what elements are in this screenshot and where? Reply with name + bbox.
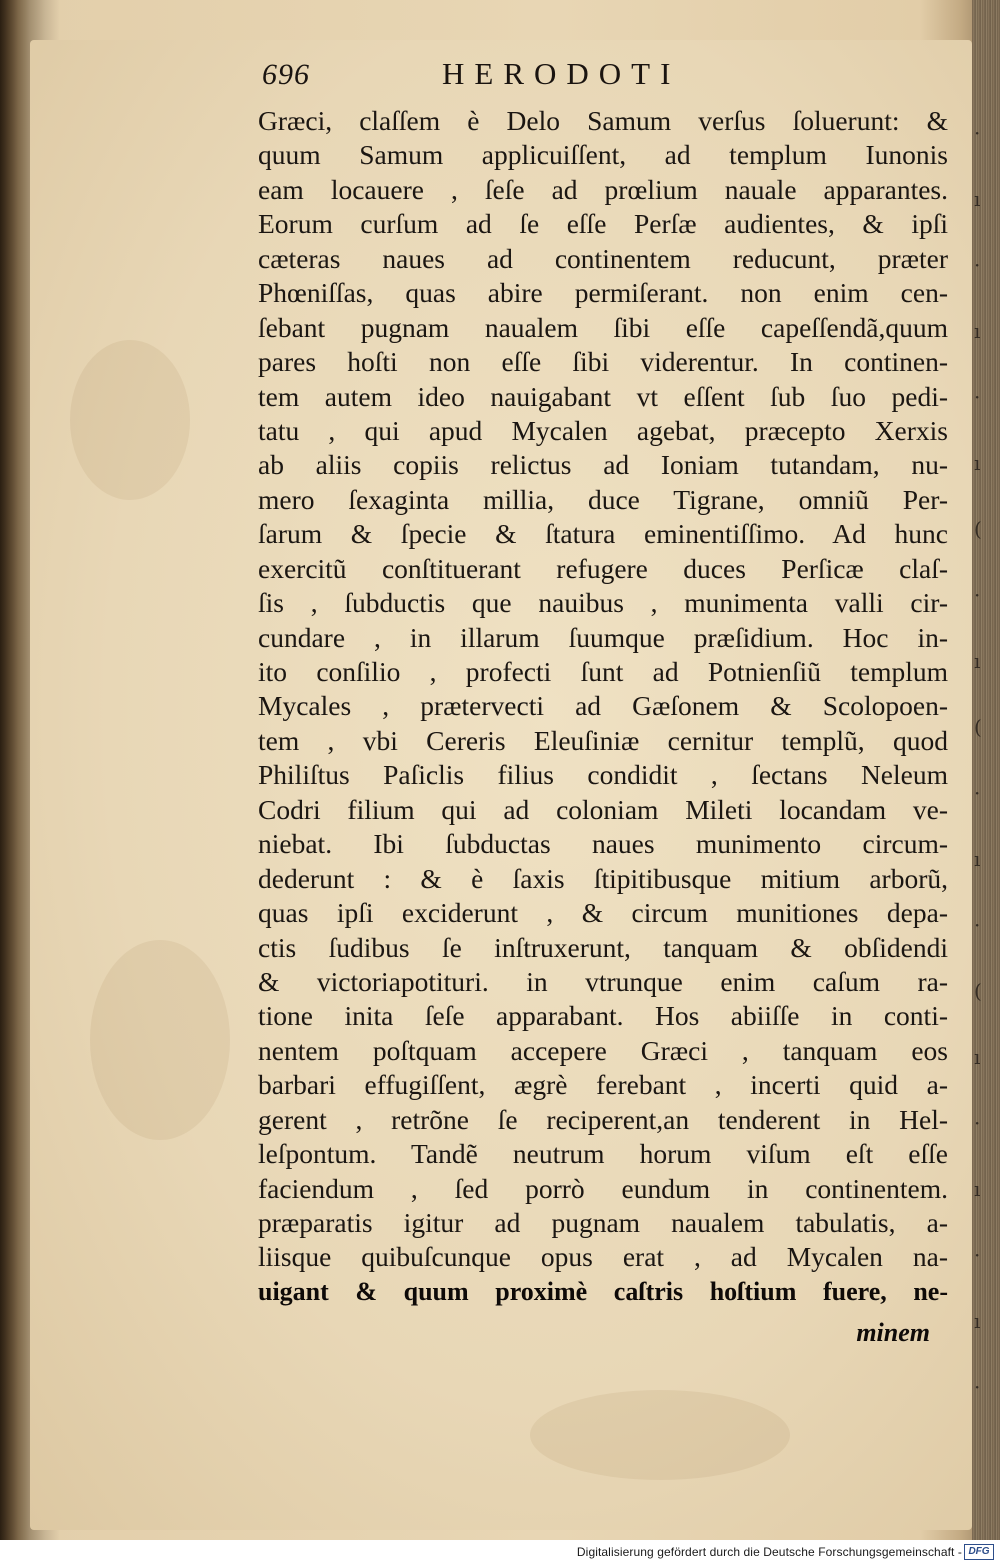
text-line: liisque quibuſcunque opus erat , ad Mycalen na- [258, 1241, 948, 1273]
text-line: Codri filium qui ad coloniam Mileti locandam ve- [258, 793, 948, 825]
text-line: leſpontum. Tandẽ neutrum horum viſum eſt eſſe [258, 1138, 948, 1170]
text-line: dederunt : & è ſaxis ſtipitibusque mitium arborũ, [258, 862, 948, 894]
text-line: Phœniſſas, quas abire permiſerant. non enim cen- [258, 277, 948, 309]
text-line: niebat. Ibi ſubductas naues munimento circum- [258, 828, 948, 860]
text-line: ſis , ſubductis que nauibus , munimenta valli cir- [258, 587, 948, 619]
text-line: Græci, claſſem è Delo Samum verſus ſoluerunt: & [258, 105, 948, 136]
text-line: eam locauere , ſeſe ad prœlium nauale apparantes. [258, 173, 948, 205]
text-line: nentem poſtquam accepere Græci , tanquam eos [258, 1034, 948, 1066]
dfg-logo: DFG [964, 1544, 994, 1560]
page-number: 696 [262, 58, 310, 91]
text-line: gerent , retrõne ſe reciperent,an tenderent in Hel- [258, 1103, 948, 1135]
text-line: Philiſtus Paſiclis filius condidit , ſectans Neleum [258, 759, 948, 791]
text-line: ito conſilio , profecti ſunt ad Potnienſiũ templum [258, 656, 948, 687]
text-line: quum Samum applicuiſſent, ad templum Iunonis [258, 139, 948, 171]
text-line: tatu , qui apud Mycalen agebat, præcepto Xerxis [258, 414, 948, 446]
text-line: & victoriapotituri. in vtrunque enim caſum ra- [258, 965, 948, 997]
text-line: faciendum , ſed porrò eundum in continentem. [258, 1172, 948, 1204]
text-line: Eorum curſum ad ſe eſſe Perſæ audientes, & ipſi [258, 208, 948, 240]
text-line: mero ſexaginta millia, duce Tigrane, omniũ Per- [258, 483, 948, 515]
text-line: tione inita ſeſe apparabant. Hos abiiſſe in conti- [258, 1000, 948, 1032]
bleed-through-marks: · ı · ı · ı ( · ı ( · ı · ( ı · ı · ı · [974, 121, 982, 1399]
digitization-footer [0, 1540, 1000, 1563]
text-line: præparatis igitur ad pugnam naualem tabulatis, a- [258, 1207, 948, 1238]
text-line: pares hoſti non eſſe ſibi viderentur. In continen- [258, 346, 948, 378]
paper-stain [90, 940, 230, 1140]
text-line: ab aliis copiis relictus ad Ioniam tutandam, nu- [258, 449, 948, 481]
text-line: cundare , in illarum ſuumque præſidium. Hoc in- [258, 621, 948, 653]
paper-stain [70, 340, 190, 500]
text-line: tem autem ideo nauigabant vt eſſent ſub ſuo pedi- [258, 380, 948, 412]
text-line: cæteras naues ad continentem reducunt, præter [258, 242, 948, 274]
paper-stain [530, 1390, 790, 1480]
running-head: HERODOTI [442, 56, 681, 91]
footer-credit: Digitalisierung gefördert durch die Deutsche Forschungsgemeinschaft - [576, 1545, 962, 1559]
text-line: ctis ſudibus ſe inſtruxerunt, tanquam & obſidendi [258, 931, 948, 963]
page-header [262, 58, 782, 98]
text-line: Mycales , prætervecti ad Gæſonem & Scolopoen- [258, 690, 948, 722]
text-line: ſebant pugnam naualem ſibi eſſe capeſſendã,quum [258, 311, 948, 343]
text-line: tem , vbi Cereris Eleuſiniæ cernitur templũ, quod [258, 724, 948, 756]
text-line: exercitũ conſtituerant refugere duces Perſicæ claſ- [258, 552, 948, 584]
catchword: minem [856, 1318, 930, 1347]
text-line: quas ipſi exciderunt , & circum munitiones depa- [258, 897, 948, 929]
text-line: uigant & quum proximè caſtris hoſtium fuere, ne- [258, 1276, 948, 1306]
body-text [258, 104, 948, 1309]
text-line: barbari effugiſſent, ægrè ferebant , incerti quid a- [258, 1069, 948, 1101]
text-line: ſarum & ſpecie & ſtatura eminentiſſimo. Ad hunc [258, 518, 948, 550]
